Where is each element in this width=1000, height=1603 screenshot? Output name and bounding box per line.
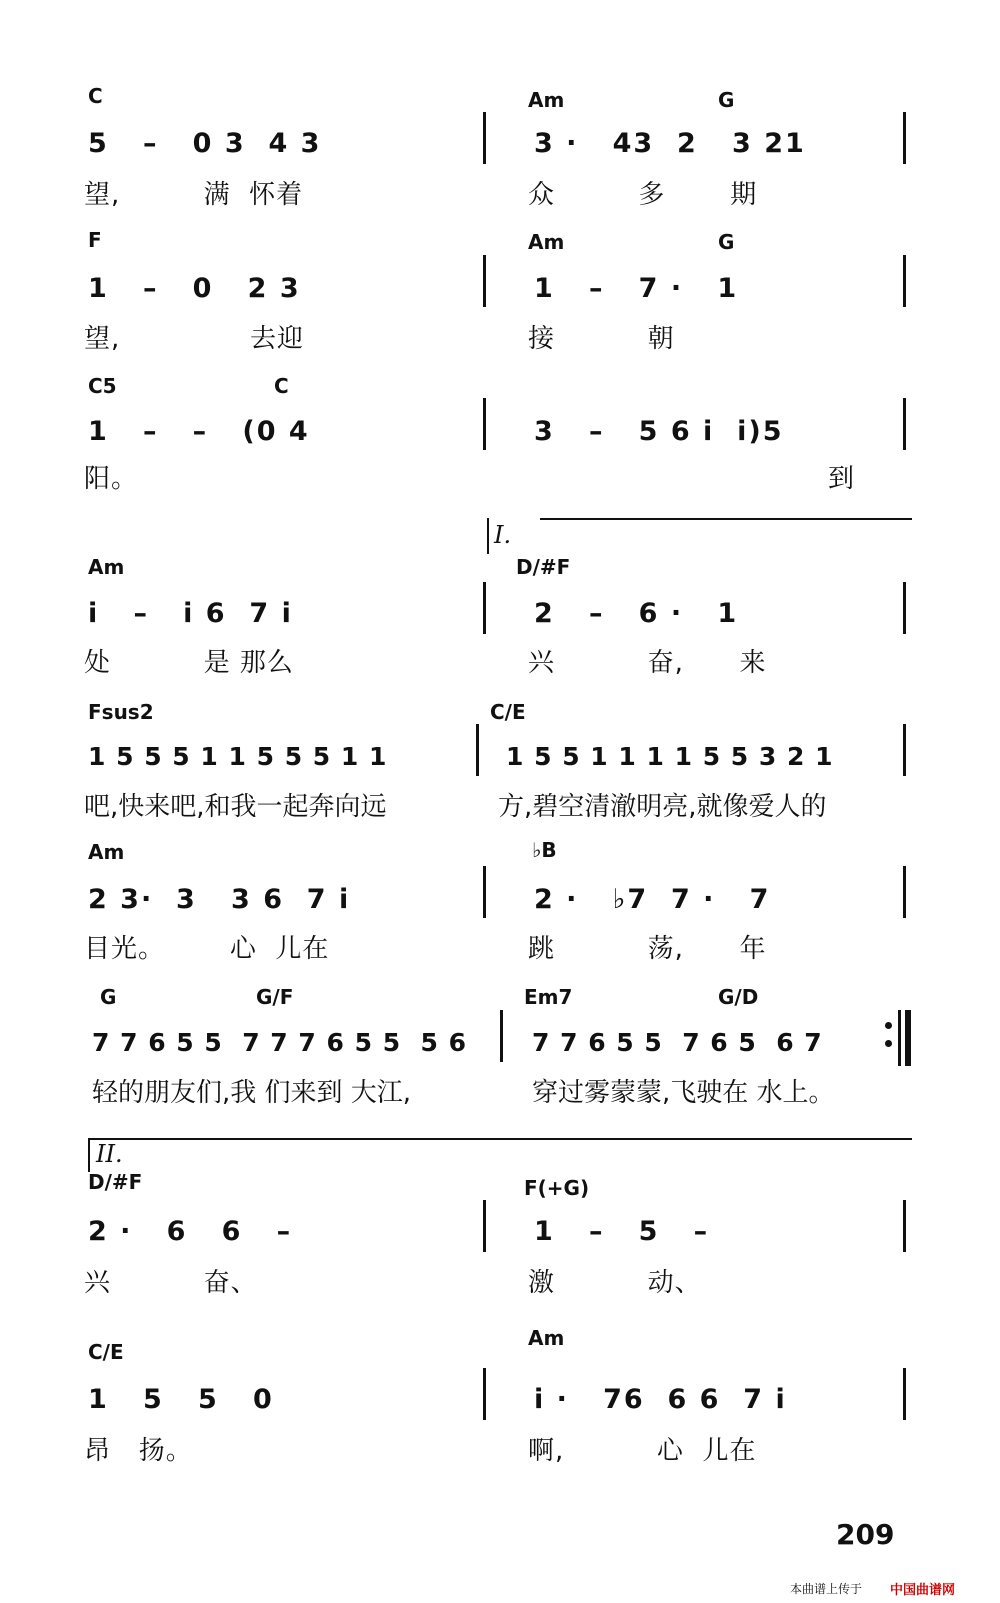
- barline: [903, 582, 906, 634]
- notation-line: 3 · 43 2 3 21: [534, 128, 806, 159]
- lyric-line: 兴 奋、: [84, 1268, 258, 1298]
- notation-line: 1 – 5 –: [534, 1216, 710, 1247]
- lyric-line: 兴 奋, 来: [528, 648, 767, 678]
- notation-line: 3 – 5 6 i i)5: [534, 416, 784, 447]
- notation-line: 7 7 6 5 5 7 6 5 6 7: [532, 1028, 823, 1057]
- page-number: 209: [836, 1518, 895, 1551]
- notation-line: 1 – 0 2 3: [88, 273, 301, 304]
- repeat-dot: [885, 1040, 892, 1047]
- lyric-line: 望, 满 怀着: [84, 180, 304, 210]
- chord-symbol: Am: [528, 230, 565, 254]
- barline: [500, 1010, 503, 1062]
- notation-line: 1 5 5 0: [88, 1384, 274, 1415]
- chord-symbol: G: [100, 985, 117, 1009]
- notation-line: 2 · ♭7 7 · 7: [534, 884, 771, 915]
- notation-line: 1 5 5 5 1 1 5 5 5 1 1: [88, 742, 388, 771]
- lyric-line: 处 是 那么: [84, 648, 294, 678]
- lyric-line: 昂 扬。: [84, 1436, 193, 1466]
- chord-symbol: G/F: [256, 985, 294, 1009]
- lyric-line: 望, 去迎: [84, 324, 304, 354]
- barline: [903, 724, 906, 776]
- barline: [903, 1368, 906, 1420]
- lyric-line: 吧,快来吧,和我一起奔向远: [84, 792, 387, 822]
- chord-symbol: G: [718, 88, 735, 112]
- chord-symbol: Am: [88, 555, 125, 579]
- chord-symbol: G: [718, 230, 735, 254]
- barline: [476, 724, 479, 776]
- site-logo-text: 中国曲谱网: [890, 1583, 956, 1598]
- chord-symbol: F: [88, 228, 102, 252]
- barline: [903, 866, 906, 918]
- chord-symbol: Am: [528, 88, 565, 112]
- notation-line: i – i 6 7 i: [88, 598, 293, 629]
- volta-bracket: [88, 1138, 90, 1172]
- notation-line: 2 3· 3 3 6 7 i: [88, 884, 351, 915]
- chord-symbol: C5: [88, 374, 117, 398]
- chord-symbol: C: [274, 374, 289, 398]
- lyric-line: 方,碧空清澈明亮,就像爱人的: [498, 792, 827, 822]
- notation-line: 5 – 0 3 4 3: [88, 128, 322, 159]
- lyric-line: 阳。: [84, 464, 139, 494]
- chord-symbol: C/E: [490, 700, 526, 724]
- lyric-line: 轻的朋友们,我 们来到 大江,: [92, 1078, 412, 1108]
- barline: [903, 112, 906, 164]
- volta-bracket: [487, 518, 489, 554]
- barline: [483, 866, 486, 918]
- chord-symbol: Am: [88, 840, 125, 864]
- barline: [483, 1200, 486, 1252]
- notation-line: i · 76 6 6 7 i: [534, 1384, 787, 1415]
- lyric-line: 目光。 心 儿在: [84, 934, 330, 964]
- barline: [483, 398, 486, 450]
- barline: [483, 1368, 486, 1420]
- chord-symbol: F(+G): [524, 1176, 590, 1200]
- barline: [903, 1200, 906, 1252]
- chord-symbol: D/#F: [516, 555, 571, 579]
- notation-line: 1 – 7 · 1: [534, 273, 739, 304]
- volta-bracket: [88, 1138, 912, 1140]
- notation-line: 2 – 6 · 1: [534, 598, 739, 629]
- lyric-line: 跳 荡, 年: [528, 934, 767, 964]
- chord-symbol: ♭B: [532, 838, 557, 862]
- chord-symbol: C/E: [88, 1340, 124, 1364]
- chord-symbol: C: [88, 84, 103, 108]
- chord-symbol: G/D: [718, 985, 759, 1009]
- notation-line: 1 – – (0 4: [88, 416, 310, 447]
- chord-symbol: Am: [528, 1326, 565, 1350]
- barline: [903, 255, 906, 307]
- chord-symbol: D/#F: [88, 1170, 143, 1194]
- chord-symbol: Fsus2: [88, 700, 154, 724]
- repeat-dot: [885, 1022, 892, 1029]
- barline: [483, 112, 486, 164]
- lyric-line: 接 朝: [528, 324, 675, 354]
- notation-line: 2 · 6 6 –: [88, 1216, 293, 1247]
- chord-symbol: Em7: [524, 985, 573, 1009]
- volta-bracket: [540, 518, 912, 520]
- barline: [483, 255, 486, 307]
- notation-line: 7 7 6 5 5 7 7 7 6 5 5 5 6: [92, 1028, 467, 1057]
- lyric-line: 到: [828, 464, 856, 494]
- lyric-line: 啊, 心 儿在: [528, 1436, 757, 1466]
- repeat-end-barline: [905, 1010, 911, 1066]
- lyric-line: 众 多 期: [528, 180, 758, 210]
- barline: [898, 1010, 901, 1066]
- footer-text: 本曲谱上传于: [790, 1582, 863, 1596]
- lyric-line: 穿过雾蒙蒙,飞驶在 水上。: [532, 1078, 835, 1108]
- volta-label: II.: [96, 1140, 123, 1168]
- volta-label: I.: [494, 521, 512, 549]
- notation-line: 1 5 5 1 1 1 1 5 5 3 2 1: [506, 742, 834, 771]
- barline: [903, 398, 906, 450]
- lyric-line: 激 动、: [528, 1268, 702, 1298]
- barline: [483, 582, 486, 634]
